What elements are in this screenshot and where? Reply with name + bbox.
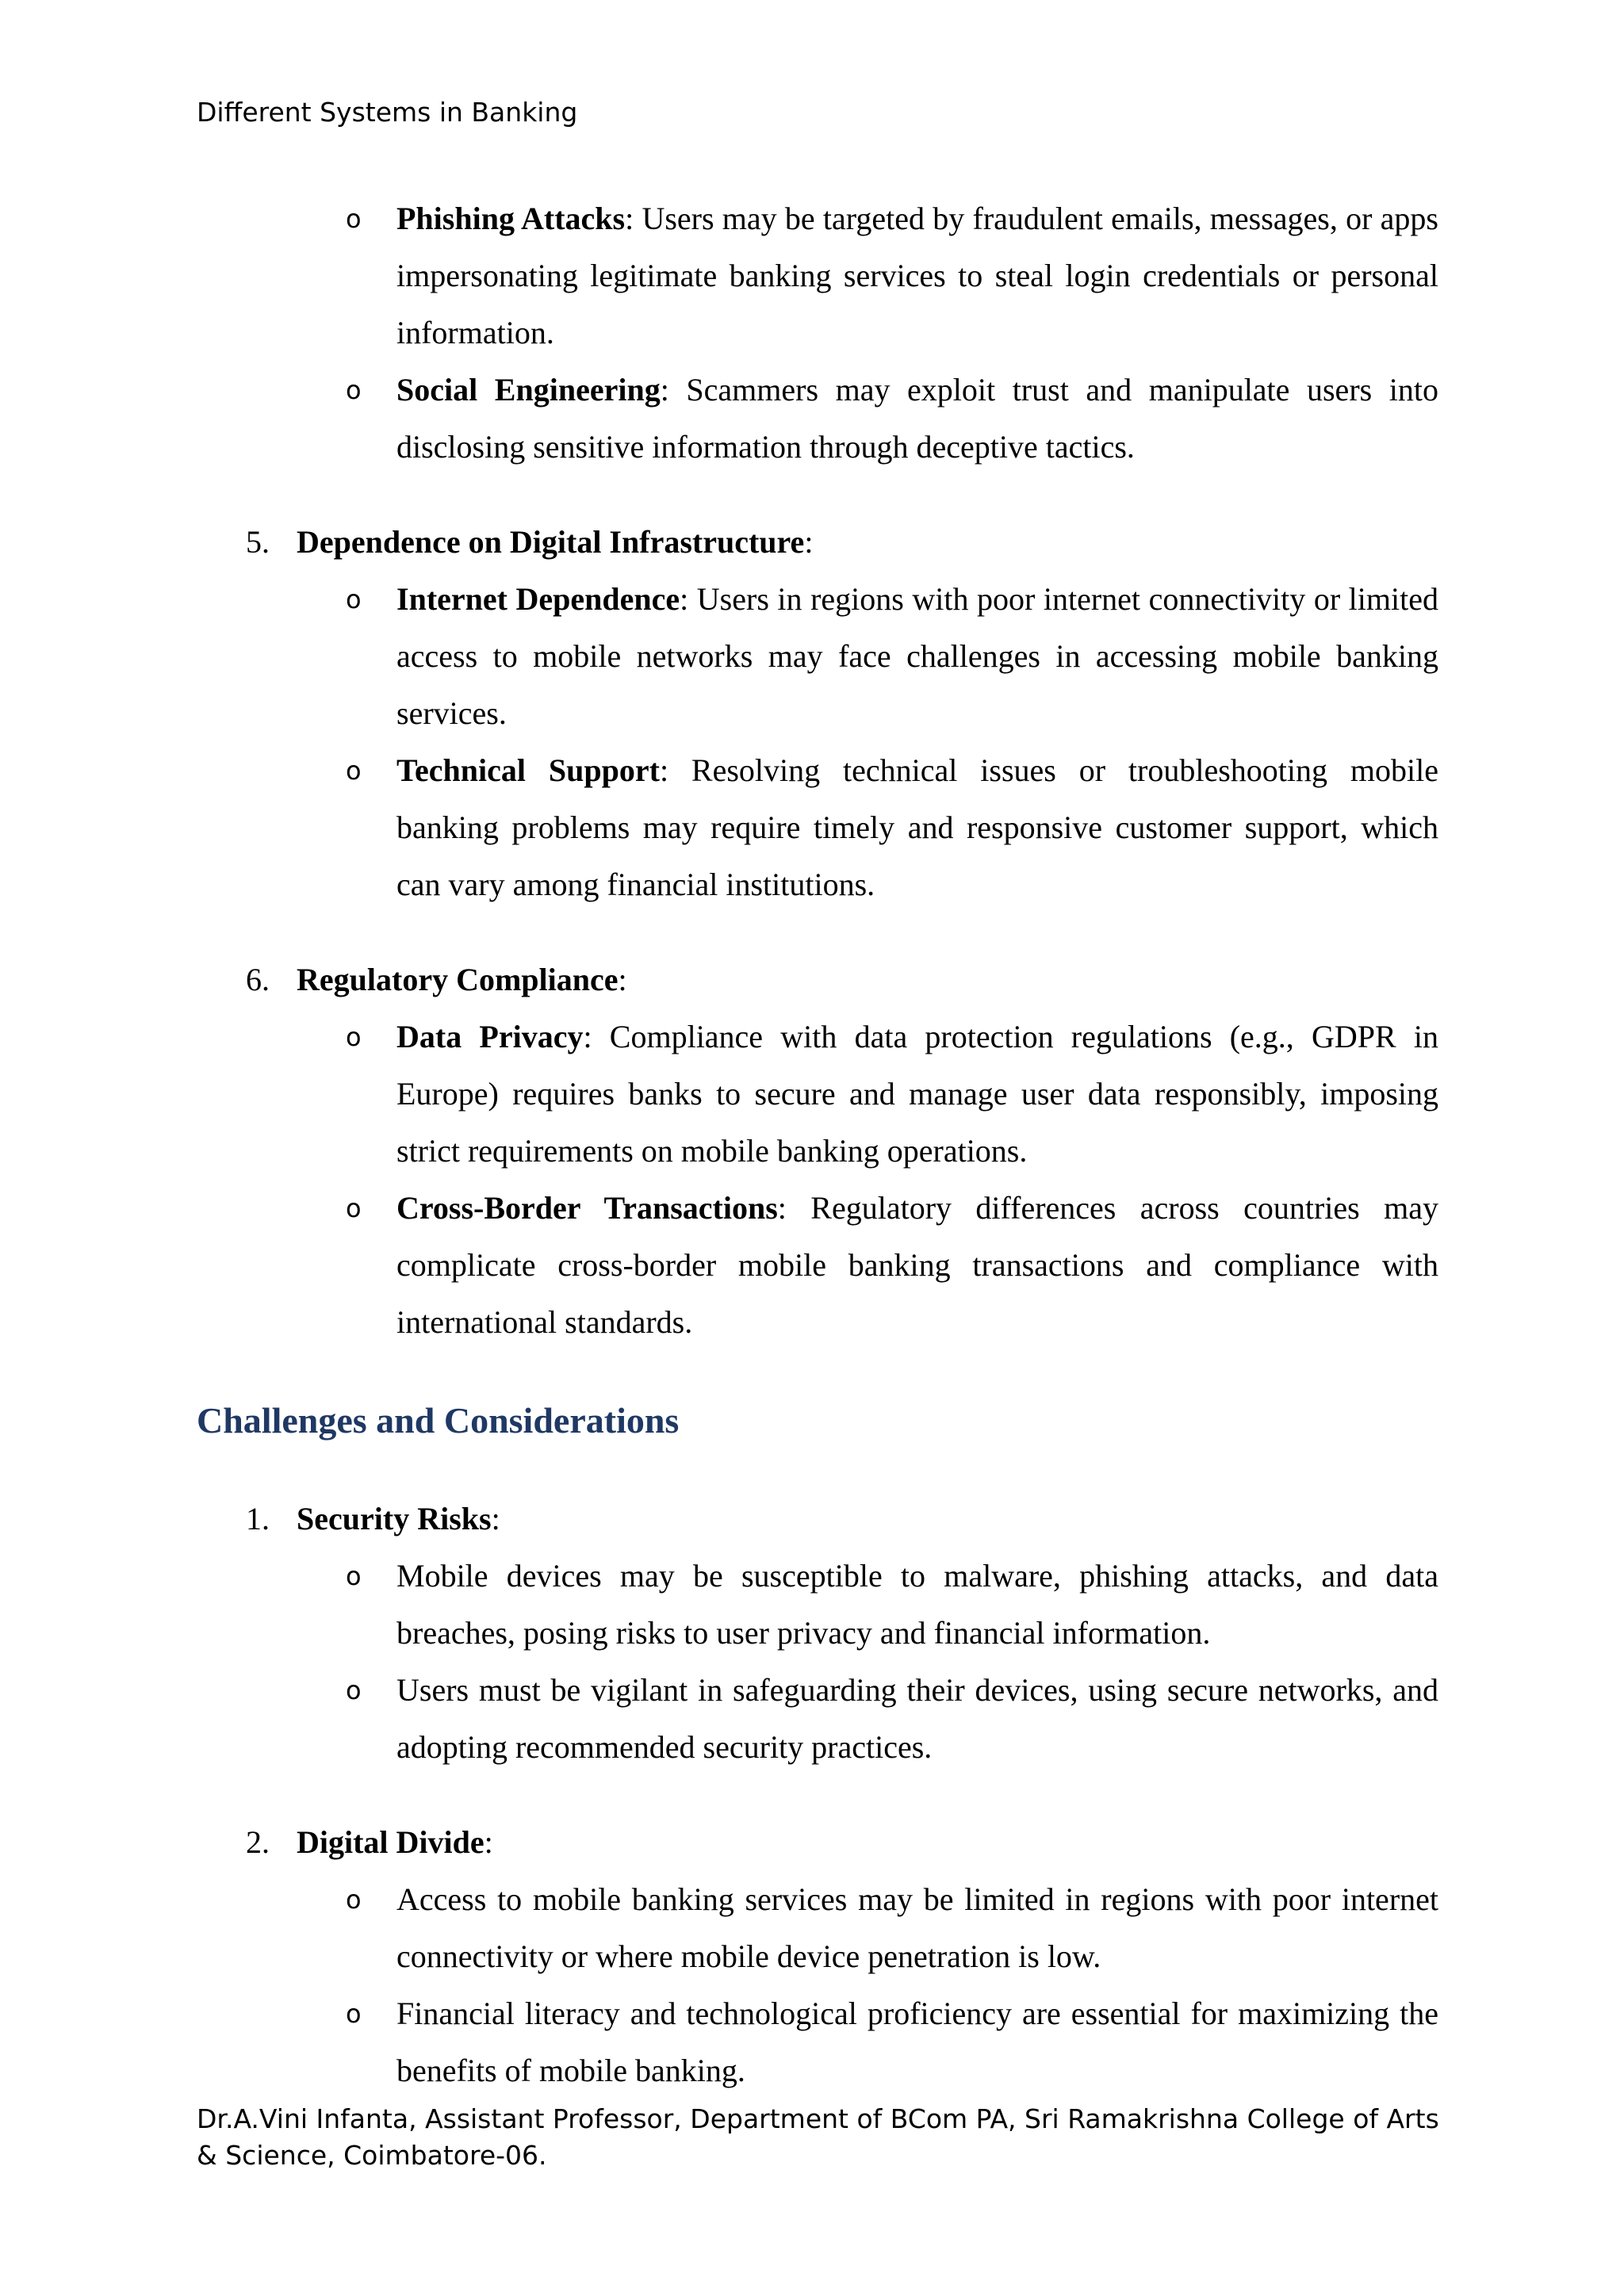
subitem-text: Mobile devices may be susceptible to malware, phishing attacks, and data breaches, posing risks to user privacy and financial information. [396, 1558, 1438, 1651]
item-colon: : [484, 1824, 493, 1860]
subitem-title: Social Engineering [396, 372, 661, 408]
item-title: Dependence on Digital Infrastructure [297, 524, 805, 560]
subitem-text: : Users in regions with poor internet connectivity or limited access to mobile networks may face challenges in accessing mobile banking services. [396, 581, 1438, 731]
item-colon: : [804, 524, 814, 560]
bullet-icon: o [346, 584, 362, 614]
bullet-icon: o [346, 1675, 362, 1705]
item-number: 2. [246, 1824, 270, 1860]
list-item [346, 1180, 1439, 1351]
subitem-title: Data Privacy [396, 1019, 584, 1054]
item-title: Digital Divide [297, 1824, 485, 1860]
list-item [346, 742, 1438, 913]
subitem-text: : Users may be targeted by fraudulent emails, messages, or apps impersonating legitimate banking services to steal login credentials or personal information. [396, 201, 1438, 350]
list-item [346, 190, 1438, 362]
bullet-icon: o [346, 1022, 362, 1052]
item-colon: : [618, 962, 627, 997]
list-item [346, 1985, 1438, 2099]
list-item [346, 1662, 1438, 1776]
subitem-title: Phishing Attacks [396, 201, 626, 236]
numbered-item-2 [246, 1814, 1438, 1871]
subitem-text: Access to mobile banking services may be limited in regions with poor internet connectivity or where mobile device penetration is low. [396, 1881, 1438, 1974]
item-colon: : [491, 1501, 500, 1536]
numbered-item-5 [246, 514, 1438, 571]
subitem-title: Technical Support [396, 752, 660, 788]
section-heading: Challenges and Considerations [197, 1400, 680, 1441]
bullet-icon: o [346, 204, 362, 234]
page-header: Different Systems in Banking [197, 97, 578, 128]
item-title: Regulatory Compliance [297, 962, 619, 997]
document-body [197, 190, 1438, 2099]
bullet-icon: o [346, 1999, 362, 2029]
bullet-icon: o [346, 756, 362, 786]
numbered-item-6 [246, 951, 1438, 1008]
list-item [346, 571, 1438, 742]
list-item [346, 1871, 1438, 1985]
item-number: 5. [246, 524, 270, 560]
subitem-text: : Resolving technical issues or troubleshooting mobile banking problems may require timely and responsive customer support, which can vary among financial institutions. [396, 752, 1438, 902]
subitem-title: Cross-Border Transactions [396, 1190, 778, 1226]
list-item [346, 1008, 1438, 1180]
subitem-text: : Regulatory differences across countries may complicate cross-border mobile banking transactions and compliance with international standards. [396, 1190, 1439, 1340]
subitem-text: Financial literacy and technological proficiency are essential for maximizing the benefits of mobile banking. [396, 1996, 1438, 2088]
list-item [346, 1548, 1438, 1662]
subitem-title: Internet Dependence [396, 581, 680, 617]
bullet-icon: o [346, 1561, 362, 1591]
bullet-icon: o [346, 375, 362, 405]
bullet-icon: o [346, 1193, 362, 1223]
numbered-item-1 [246, 1490, 1438, 1548]
bullet-icon: o [346, 1885, 362, 1915]
item-number: 6. [246, 962, 270, 997]
item-number: 1. [246, 1501, 270, 1536]
subitem-text: : Compliance with data protection regulations (e.g., GDPR in Europe) requires banks to secure and manage user data responsibly, imposing strict requirements on mobile banking operations. [396, 1019, 1438, 1169]
list-item [346, 362, 1438, 476]
subitem-text: : Scammers may exploit trust and manipulate users into disclosing sensitive information through deceptive tactics. [396, 372, 1438, 465]
subitem-text: Users must be vigilant in safeguarding their devices, using secure networks, and adopting recommended security practices. [396, 1672, 1438, 1765]
page-footer: Dr.A.Vini Infanta, Assistant Professor, Department of BCom PA, Sri Ramakrishna College of Arts & Science, Coimbatore-06. [197, 2103, 1439, 2171]
item-title: Security Risks [297, 1501, 492, 1536]
